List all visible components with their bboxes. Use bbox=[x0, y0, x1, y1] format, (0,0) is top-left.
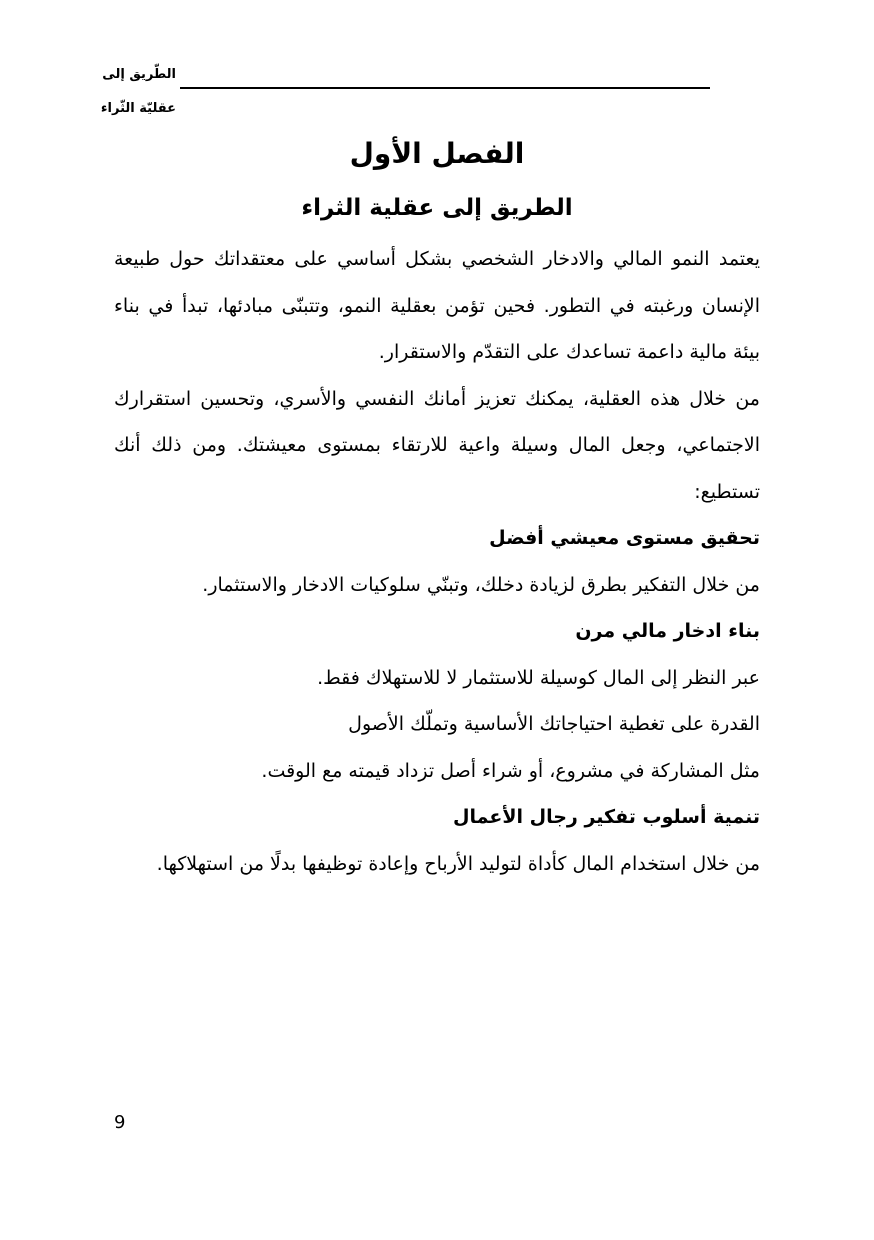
better-living-paragraph: من خلال التفكير بطرق لزيادة دخلك، وتبنّي سلوكيات الادخار والاستثمار. bbox=[202, 573, 760, 596]
business-mindset-paragraph: من خلال استخدام المال كأداة لتوليد الأرباح وإعادة توظيفها بدلًا من استهلاكها. bbox=[156, 852, 760, 875]
section-heading-savings: بناء ادخار مالي مرن bbox=[575, 620, 760, 642]
body-text bbox=[114, 236, 760, 887]
savings-paragraph-3: مثل المشاركة في مشروع، أو شراء أصل تزداد قيمته مع الوقت. bbox=[261, 759, 760, 782]
running-header-line-1: الطّريق إلى bbox=[102, 67, 176, 82]
running-header bbox=[66, 58, 176, 126]
section-heading-business-mindset: تنمية أسلوب تفكير رجال الأعمال bbox=[452, 806, 760, 828]
chapter-subtitle: الطريق إلى عقلية الثراء bbox=[301, 195, 573, 221]
savings-paragraph-1: عبر النظر إلى المال كوسيلة للاستثمار لا للاستهلاك فقط. bbox=[317, 666, 760, 689]
savings-paragraph-2: القدرة على تغطية احتياجاتك الأساسية وتملّك الأصول bbox=[348, 713, 760, 735]
chapter-title: الفصل الأول bbox=[349, 137, 525, 170]
intro-paragraph: يعتمد النمو المالي والادخار الشخصي بشكل أساسي على معتقداتك حول طبيعة الإنسان ورغبته في التطور. فحين تؤمن بعقلية النمو، وتتبنّى مبادئها، تبدأ في بناء بيئة مالية داعمة تساعدك على التقدّم والاستقرار. bbox=[114, 248, 760, 363]
header-rule bbox=[180, 87, 710, 89]
running-header-line-2: عقليّة الثّراء bbox=[100, 101, 176, 116]
page-number: 9 bbox=[114, 1112, 126, 1133]
section-heading-better-living: تحقيق مستوى معيشي أفضل bbox=[489, 527, 760, 549]
mindset-paragraph: من خلال هذه العقلية، يمكنك تعزيز أمانك النفسي والأسري، وتحسين استقرارك الاجتماعي، وجعل المال وسيلة واعية للارتقاء بمستوى معيشتك. ومن ذلك أنك تستطيع: bbox=[114, 387, 760, 503]
